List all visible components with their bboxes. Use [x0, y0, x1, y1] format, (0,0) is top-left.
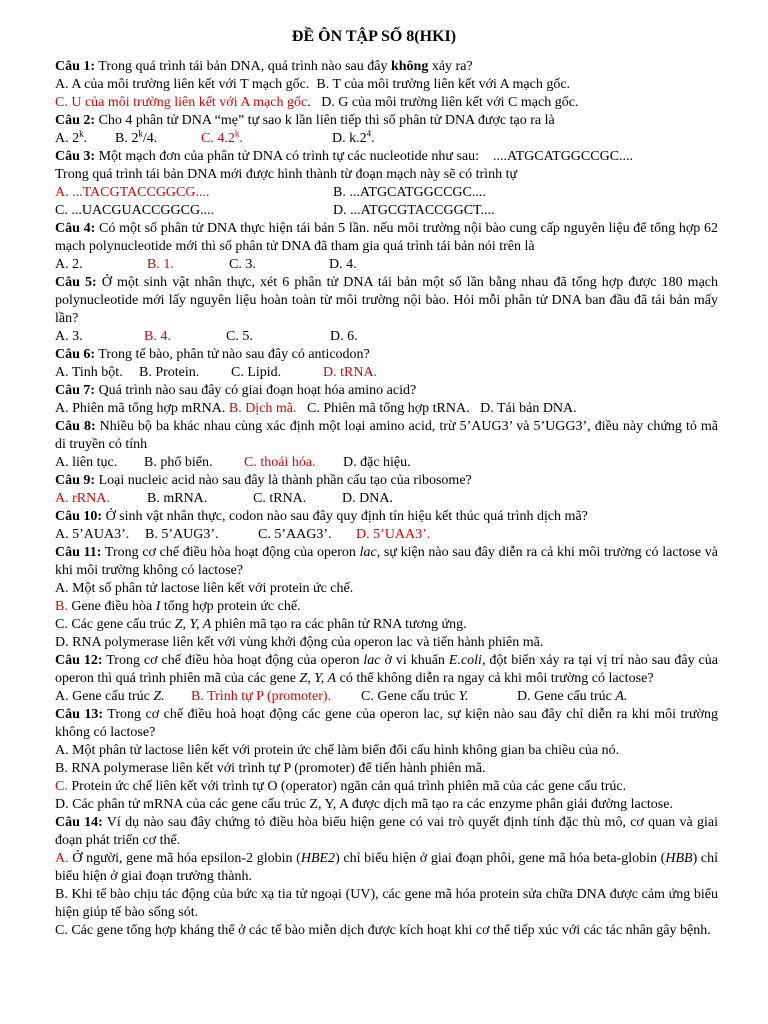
option-d: D. $k.2^4$.: [332, 128, 375, 146]
option-b: B. 2$^k$/4.: [115, 128, 158, 146]
option-d: D. ...ATGCGTACCGGCT....: [333, 203, 495, 218]
option-a-answer: A. rRNA.: [55, 491, 110, 506]
option-d: D. đặc hiệu.: [343, 455, 411, 470]
question-label: Câu 14:: [55, 815, 103, 830]
option-b-answer: B. 1.: [147, 257, 174, 272]
question-text: Có một số phân tử DNA thực hiện tái bản 5 lần. nếu môi trường nội bào cung cấp nguyên liệu để tổng hợp 62 mạch polynucleotide mới thì số phân tử DNA đã tham gia quá trình tái bản nói trên là: [55, 221, 718, 254]
question-text: Ví dụ nào sau đây chứng tỏ điều hòa biểu hiện gene có vai trò quyết định tính đặc thù mô, cơ quan và giai đoạn phát triển cơ thể.: [55, 815, 718, 848]
option-d: D. G của môi trường liên kết với C mạch gốc.: [321, 95, 579, 110]
option-d: D. Các phân tử mRNA của các gene cấu trúc Z, Y, A được dịch mã tạo ra các enzyme phân giải đường lactose.: [55, 797, 673, 812]
option-text-italic: HBE2: [300, 851, 336, 866]
question-label: Câu 13:: [55, 707, 104, 722]
option-letter: A.: [55, 851, 69, 866]
option-d: D. DNA.: [342, 491, 393, 506]
option-d: D. RNA polymerase liên kết với vùng khởi động của operon lac và tiến hành phiên mã.: [55, 635, 544, 650]
options-row: [55, 400, 718, 418]
question-text: ở vi khuẩn: [380, 653, 449, 668]
option-text: tổng hợp protein ức chế.: [160, 599, 301, 614]
option-c: C. tRNA.: [253, 491, 307, 506]
question-8: [55, 418, 718, 454]
question-label: Câu 7:: [55, 383, 96, 398]
options-row: [55, 490, 718, 508]
option-a-answer: [55, 850, 718, 886]
option-a-answer: A. ...TACGTACCGGCG....: [55, 185, 210, 200]
option-a: A. Một số phân tử lactose liên kết với protein ức chế.: [55, 581, 354, 596]
option-a: A. A của môi trường liên kết với T mạch gốc.: [55, 77, 310, 92]
option-text: phiên mã tạo ra các phân tử RNA tương ứng.: [211, 617, 467, 632]
option-d: D. Tái bản DNA.: [480, 401, 577, 416]
question-text-italic: lac: [363, 653, 381, 668]
option-b-answer: [55, 598, 718, 616]
question-text: Loại nucleic acid nào sau đây là thành phần cấu tạo của ribosome?: [95, 473, 472, 488]
option-c-answer: C. U của môi trường liên kết với A mạch gốc: [55, 95, 308, 110]
option-c: C. Các gene tổng hợp kháng thể ở các tế bào miễn dịch được kích hoạt khi cơ thể tiếp xúc với các tác nhân gây bệnh.: [55, 923, 711, 938]
question-text: Trong cơ chế điều hòa hoạt động của operon: [101, 545, 360, 560]
question-text: Trong cơ chế điều hoà hoạt động các gene của operon lac, sự kiện nào sau đây chỉ diễn ra khi môi trường không có lactose?: [55, 707, 719, 740]
question-label: Câu 3:: [55, 149, 96, 164]
option-b-answer: B. Dịch mã.: [228, 401, 297, 416]
question-label: Câu 8:: [55, 419, 96, 434]
option-d: D. 6.: [330, 329, 358, 344]
option-text: ) chỉ biểu hiện ở giai đoạn trưởng thành.: [55, 851, 719, 884]
option-text: ) chỉ biểu hiện ở giai đoạn phôi, gene mã hóa beta-globin (: [335, 851, 666, 866]
option-d-answer: D. 5’UAA3’.: [356, 527, 431, 542]
option-c: [55, 616, 718, 634]
option-d-answer: D. tRNA.: [323, 365, 378, 380]
question-text: , sự kiện nào sau đây diễn ra cả khi môi trường có lactose và khi môi trường không có lactose?: [55, 545, 718, 578]
question-text: Trong quá trình tái bản DNA, quá trình nào sau đây: [95, 59, 391, 74]
question-2: [55, 112, 718, 130]
question-3: [55, 148, 718, 166]
option-text: Gene điều hòa: [67, 599, 156, 614]
question-text: Nhiều bộ ba khác nhau cùng xác định một loại amino acid, trừ 5’AUG3’ và 5’UGG3’, điều này chứng tỏ mã di truyền có tính: [55, 419, 718, 452]
question-4: [55, 220, 718, 256]
option-c: C. Phiên mã tổng hợp tRNA.: [307, 401, 470, 416]
question-label: Câu 4:: [55, 221, 96, 236]
question-text-italic: Z, Y, A: [299, 671, 337, 686]
question-label: Câu 5:: [55, 275, 97, 290]
option-c-answer: C. 4.2$^k$.: [201, 128, 243, 146]
option-c: C. Lipid.: [231, 365, 282, 380]
question-label: Câu 11:: [55, 545, 102, 560]
option-text: Protein ức chế liên kết với trình tự O (operator) ngăn cản quá trình phiên mã của các gene cấu trúc.: [67, 779, 627, 794]
option-b: B. mRNA.: [147, 491, 208, 506]
question-5: [55, 274, 718, 328]
option-b: B. RNA polymerase liên kết với trình tự P (promoter) để tiến hành phiên mã.: [55, 761, 486, 776]
page-title: ĐỀ ÔN TẬP SỐ 8(HKI): [291, 28, 457, 45]
option-letter: B.: [55, 599, 68, 614]
option-text: Ở người, gene mã hóa epsilon-2 globin (: [68, 851, 301, 866]
question-text: Cho 4 phân tử DNA “mẹ” tự sao k lần liên tiếp thì số phân tử DNA được tạo ra là: [95, 113, 555, 128]
question-text: Một mạch đơn của phân tử DNA có trình tự các nucleotide như sau: ....ATGCATGGCCGC....: [95, 149, 634, 164]
option-a: A. Phiên mã tổng hợp mRNA.: [55, 401, 226, 416]
options-row: [55, 184, 718, 202]
option-c: C. 5.: [226, 329, 253, 344]
option-letter: C.: [55, 779, 68, 794]
option-b-answer: B. 4.: [144, 329, 171, 344]
option-b: B. phổ biến.: [144, 455, 213, 470]
question-9: [55, 472, 718, 490]
question-label: Câu 10:: [55, 509, 103, 524]
question-text: Trong cơ chế điều hòa hoạt động của operon: [102, 653, 364, 668]
question-text: Ở sinh vật nhân thực, codon nào sau đây quy định tín hiệu kết thúc quá trình dịch mã?: [102, 509, 588, 524]
question-7: [55, 382, 718, 400]
option-a: A. liên tục.: [55, 455, 118, 470]
option-b: B. Khi tế bào chịu tác động của bức xạ tia tử ngoại (UV), các gene mã hóa protein sửa chữa DNA được cảm ứng biểu hiện giúp tế bào sống sót.: [55, 887, 718, 920]
question-text: , đột biến xảy ra tại vị trí nào sau đây của operon thì quá trình phiên mã của các gene: [55, 653, 718, 686]
option-b: B. Protein.: [139, 365, 200, 380]
option-c: C. 3.: [229, 257, 256, 272]
option-d: D. 4.: [329, 257, 357, 272]
options-row: [55, 454, 718, 472]
option-d: D. Gene cấu trúc A.: [517, 689, 628, 704]
question-label: Câu 12:: [55, 653, 103, 668]
question-text: Ở một sinh vật nhân thực, xét 6 phân tử DNA tái bản một số lần bằng nhau đã tổng hợp được 180 mạch polynucleotide mới lấy nguyên liệu hoàn toàn từ môi trường nội bào. Hỏi mỗi phân tử DNA ban đầu đã tái bản mấy lần?: [55, 275, 718, 326]
option-a: A. Một phân tử lactose liên kết với protein ức chế làm biến đổi cấu hình không gian ba chiều của nó.: [55, 743, 620, 758]
options-row: [55, 256, 718, 274]
question-text: có thể không diễn ra ngay cả khi môi trường có lactose?: [336, 671, 654, 686]
question-1: [55, 58, 718, 76]
option-c-answer: C. thoái hóa.: [244, 455, 316, 470]
options-row: [55, 364, 718, 382]
punctuation: .: [307, 95, 311, 110]
option-a: A. 2.: [55, 257, 83, 272]
question-text: Trong quá trình tái bản DNA mới được hình thành từ đoạn mạch này sẽ có trình tự: [55, 167, 518, 182]
option-b: B. ...ATGCATGGCCGC....: [333, 185, 486, 200]
options-row: [55, 130, 718, 148]
question-12: [55, 652, 718, 688]
options-row: [55, 94, 718, 112]
option-text: C. Các gene cấu trúc: [55, 617, 175, 632]
question-label: Câu 6:: [55, 347, 96, 362]
option-b: B. T của môi trường liên kết với A mạch gốc.: [316, 77, 571, 92]
option-b: B. 5’AUG3’.: [145, 527, 219, 542]
question-11: [55, 544, 718, 580]
question-10: [55, 508, 718, 526]
question-13: [55, 706, 718, 742]
option-c: C. Gene cấu trúc Y.: [361, 689, 469, 704]
option-a: A. 5’AUA3’.: [55, 527, 130, 542]
option-c-answer: [55, 778, 718, 796]
option-a: A. Tinh bột.: [55, 365, 123, 380]
option-a: A. Gene cấu trúc Z.: [55, 689, 165, 704]
option-text-italic: HBB: [665, 851, 693, 866]
option-a: A. 3.: [55, 329, 83, 344]
option-a: A. 2$^k$.: [55, 128, 88, 146]
question-text: Quá trình nào sau đây có giai đoạn hoạt hóa amino acid?: [95, 383, 417, 398]
options-row: [55, 688, 718, 706]
question-text: xảy ra?: [428, 59, 473, 74]
question-6: [55, 346, 718, 364]
options-row: [55, 76, 718, 94]
options-row: [55, 202, 718, 220]
question-label: Câu 2:: [55, 113, 96, 128]
options-row: [55, 328, 718, 346]
question-text-italic: lac: [359, 545, 377, 560]
question-text-italic: E.coli: [448, 653, 482, 668]
option-c: C. 5’AAG3’.: [258, 527, 332, 542]
question-emphasis: không: [390, 59, 429, 74]
question-text: Trong tế bào, phân tử nào sau đây có anticodon?: [95, 347, 370, 362]
options-row: [55, 526, 718, 544]
option-b-answer: B. Trình tự P (promoter).: [191, 689, 332, 704]
option-text-italic: Z, Y, A: [174, 617, 212, 632]
question-label: Câu 9:: [55, 473, 96, 488]
option-text-italic: I: [155, 599, 161, 614]
question-label: Câu 1:: [55, 59, 96, 74]
option-c: C. ...UACGUACCGGCG....: [55, 203, 215, 218]
question-14: [55, 814, 718, 850]
